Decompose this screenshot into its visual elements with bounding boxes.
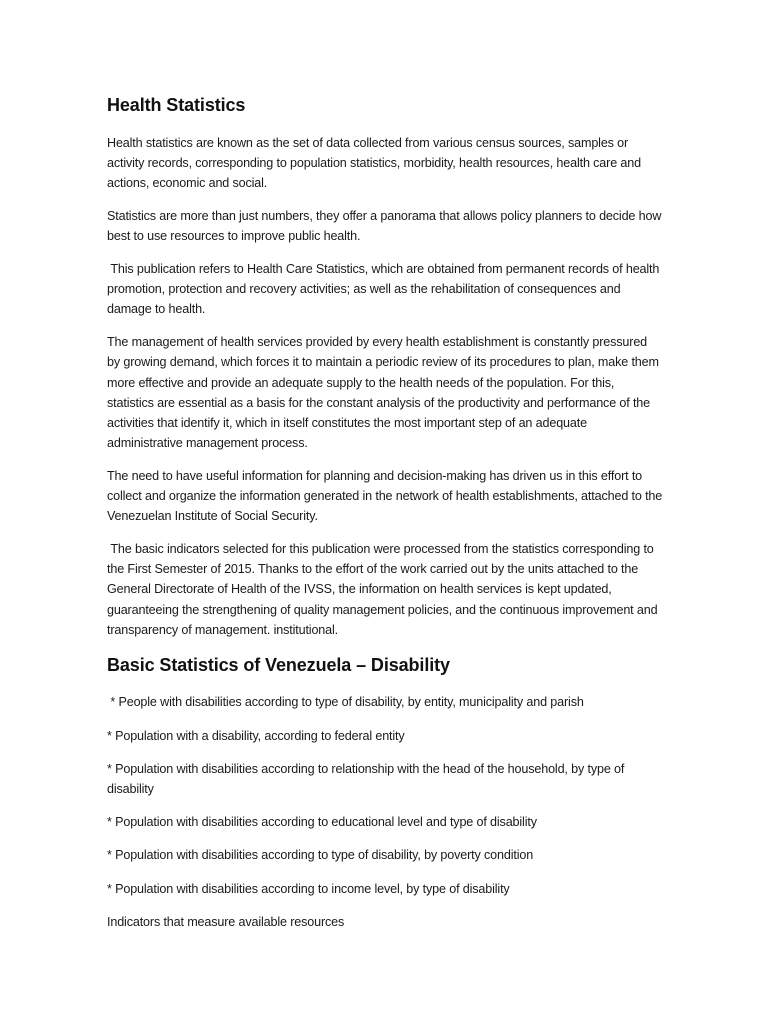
list-item: * Population with disabilities according to relationship with the head of the household, by type of disability [107,761,628,797]
list-item: * Population with disabilities according to type of disability, by poverty condition [107,848,534,863]
paragraph-information-need: The need to have useful information for planning and decision-making has driven us in this effort to collect and organize the information generated in the network of health establishments, attached to the Venezuelan Institute of Social Security. [107,468,666,524]
paragraph-publication-scope: This publication refers to Health Care Statistics, which are obtained from permanent records of health promotion, protection and recovery activities; as well as the rehabilitation of consequences and damage to health. [107,262,663,317]
section-title: Basic Statistics of Venezuela – Disability [107,655,450,676]
list-item: * Population with a disability, according to federal entity [107,728,405,743]
list-item: * Population with disabilities according to educational level and type of disability [107,815,537,830]
disability-bullet-list [107,692,663,898]
paragraph-management: The management of health services provided by every health establishment is constantly pressured by growing demand, which forces it to maintain a periodic review of its procedures to plan, make them more effective and provide an adequate supply to the health needs of the population. For this, statistics are essential as a basis for the constant analysis of the productivity and performance of the activities that identify it, which in itself constitutes the most important step of an adequate administrative management process. [107,335,663,451]
page-title: Health Statistics [107,95,246,115]
list-item: * People with disabilities according to type of disability, by entity, municipality and parish [107,695,584,710]
paragraph-statistics-panorama: Statistics are more than just numbers, they offer a panorama that allows policy planners to decide how best to use resources to improve public health. [107,209,665,244]
document-page [107,92,666,945]
closing-line: Indicators that measure available resources [107,914,345,929]
list-item: * Population with disabilities according to income level, by type of disability [107,881,510,896]
paragraph-definition: Health statistics are known as the set of data collected from various census sources, samples or activity records, corresponding to population statistics, morbidity, health resources, health care and actions, economic and social. [107,136,645,191]
paragraph-basic-indicators: The basic indicators selected for this publication were processed from the statistics corresponding to the First Semester of 2015. Thanks to the effort of the work carried out by the units attached to the General Directorate of Health of the IVSS, the information on health services is kept updated, guaranteeing the strengthening of quality management policies, and the continuous improvement and transparency of management. institutional. [107,541,661,637]
